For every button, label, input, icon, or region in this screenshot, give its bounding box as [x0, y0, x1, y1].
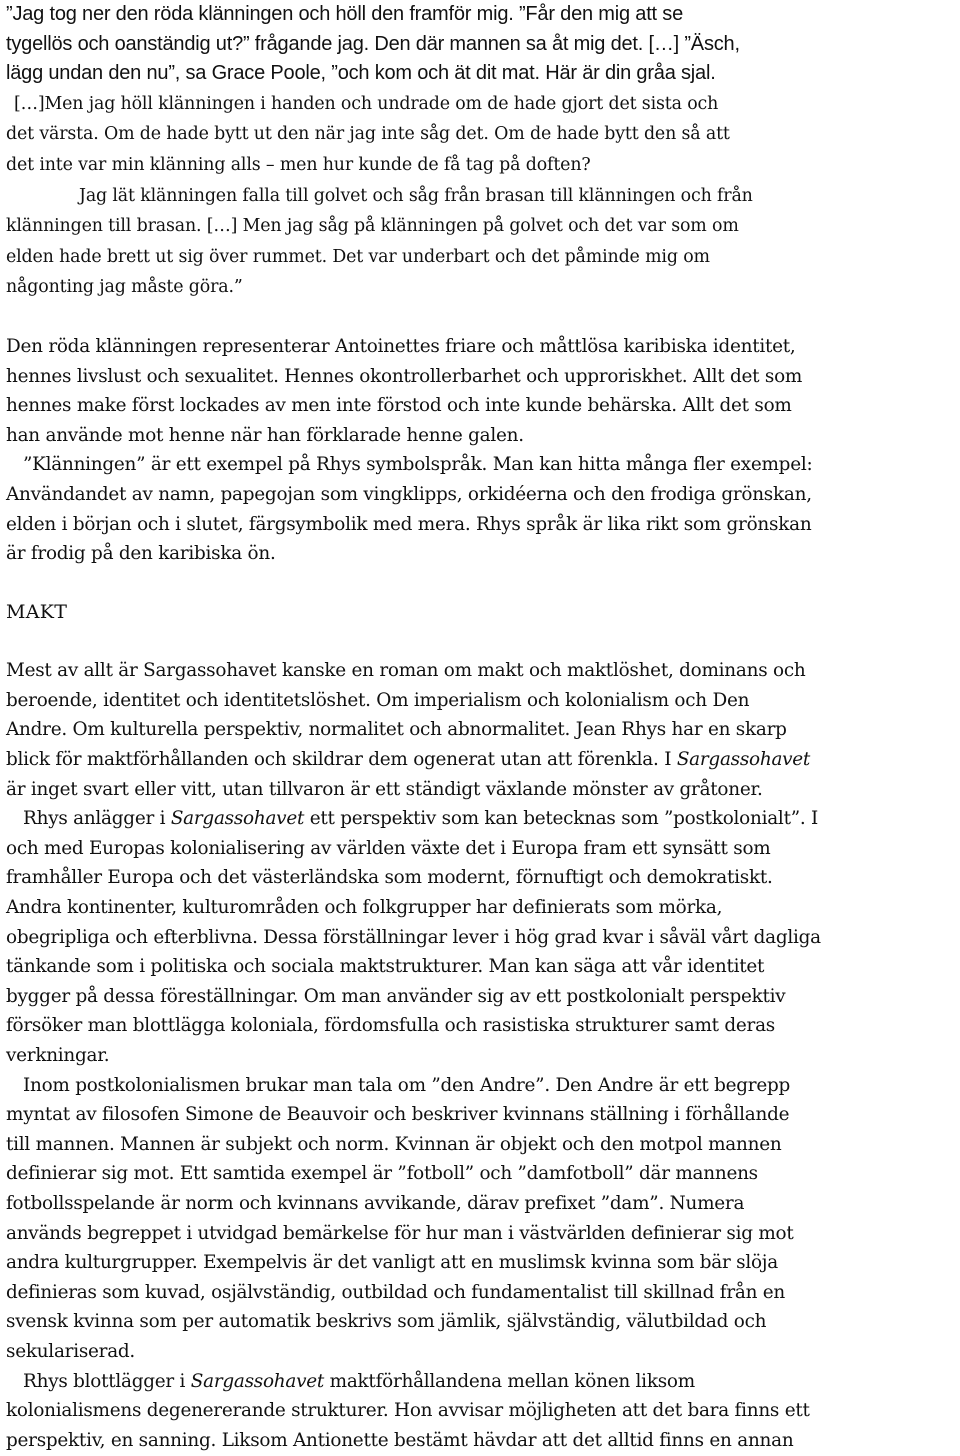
- book-title: Sargassohavet: [676, 749, 811, 771]
- section-heading: MAKT: [6, 600, 68, 623]
- quote-line: [6, 181, 956, 212]
- paragraph-gender-power: [6, 1367, 956, 1456]
- document-page: [6, 0, 956, 1455]
- text-line: bygger på dessa föreställningar. Om man använder sig av ett postkolonialt perspektiv: [6, 985, 786, 1007]
- paragraph-postcolonial: [6, 804, 956, 1070]
- quote-line: [6, 119, 956, 150]
- text-line: Den röda klänningen representerar Antoinettes friare och måttlösa karibiska identitet,: [6, 335, 796, 357]
- text-segment: ett perspektiv som kan betecknas som ”postkolonialt”. I: [304, 808, 819, 830]
- text-line: obegripliga och efterblivna. Dessa förställningar lever i hög grad kvar i såväl vårt dagliga: [6, 926, 821, 948]
- paragraph-symbolism: [6, 450, 956, 568]
- text-line: definieras som kuvad, osjälvständig, outbildad och fundamentalist till skillnad från en: [6, 1281, 786, 1303]
- text-line: Mest av allt är Sargassohavet kanske en roman om makt och maktlöshet, dominans och: [6, 660, 806, 682]
- quote-text: klänningen till brasan. […] Men jag såg på klänningen på golvet och det var som om: [6, 216, 739, 237]
- text-line: han använde mot henne när han förklarade henne galen.: [6, 424, 524, 446]
- text-line: är frodig på den karibiska ön.: [6, 543, 276, 565]
- text-line: till mannen. Mannen är subjekt och norm. Kvinnan är objekt och den motpol mannen: [6, 1133, 782, 1155]
- quote-text: Jag lät klänningen falla till golvet och såg från brasan till klänningen och från: [79, 185, 753, 206]
- book-title: Sargassohavet: [190, 1370, 325, 1392]
- quote-text: någonting jag måste göra.”: [6, 277, 243, 298]
- text-line: används begreppet i utvidgad bemärkelse för hur man i västvärlden definierar sig mot: [6, 1222, 794, 1244]
- quote-line: [6, 30, 956, 60]
- text-line: Användandet av namn, papegojan som vingklipps, orkidéerna och den frodiga grönskan,: [6, 483, 812, 505]
- quote-text: tygellös och oanständig ut?” frågande jag. Den där mannen sa åt mig det. […] ”Äsch,: [6, 32, 740, 55]
- text-segment: Rhys blottlägger i: [23, 1370, 191, 1392]
- text-line: och med Europas kolonialisering av världen växte det i Europa fram ett synsätt som: [6, 837, 771, 859]
- text-line: beroende, identitet och identitetslöshet. Om imperialism och kolonialism och Den: [6, 689, 750, 711]
- quote-line: [6, 150, 956, 181]
- text-line: fotbollsspelande är norm och kvinnans avvikande, därav prefixet ”dam”. Numera: [6, 1192, 745, 1214]
- quote-text: elden hade brett ut sig över rummet. Det var underbart och det påminde mig om: [6, 246, 710, 267]
- quote-line: [6, 242, 956, 273]
- quote-text: lägg undan den nu”, sa Grace Poole, ”och kom och ät dit mat. Här är din gråa sjal.: [6, 62, 716, 85]
- quote-text: ”Jag tog ner den röda klänningen och höll den framför mig. ”Får den mig att se: [6, 3, 683, 25]
- text-line: definierar sig mot. Ett samtida exempel är ”fotboll” och ”damfotboll” där mannens: [6, 1163, 758, 1185]
- text-line: Andre. Om kulturella perspektiv, normalitet och abnormalitet. Jean Rhys har en skarp: [6, 719, 787, 741]
- quote-line: [6, 272, 956, 303]
- text-segment: Rhys anlägger i: [23, 808, 171, 830]
- quote-block: [6, 0, 956, 303]
- quote-text: det värsta. Om de hade bytt ut den när jag inte såg det. Om de hade bytt den så att: [6, 124, 730, 145]
- quote-text: det inte var min klänning alls – men hur kunde de få tag på doften?: [6, 154, 591, 175]
- paragraph-the-other: [6, 1071, 956, 1367]
- book-title: Sargassohavet: [170, 808, 305, 830]
- text-line: ”Klänningen” är ett exempel på Rhys symbolspråk. Man kan hitta många fler exempel:: [23, 454, 813, 476]
- text-line: sekulariserad.: [6, 1340, 136, 1362]
- text-line: hennes make först lockades av men inte förstod och inte kunde behärska. Allt det som: [6, 395, 792, 417]
- text-line: perspektiv, en sanning. Liksom Antionette bestämt hävdar att det alltid finns en annan: [6, 1429, 794, 1451]
- text-segment: maktförhållandena mellan könen liksom: [324, 1370, 695, 1392]
- quote-text: […]Men jag höll klänningen i handen och undrade om de hade gjort det sista och: [14, 93, 719, 114]
- quote-line: [6, 211, 956, 242]
- text-line: [6, 1367, 956, 1397]
- text-line: är inget svart eller vitt, utan tillvaron är ett ständigt växlande mönster av gråtoner.: [6, 778, 763, 800]
- text-line: [6, 745, 956, 775]
- text-line: framhåller Europa och det västerländska som modernt, förnuftigt och demokratiskt.: [6, 867, 773, 889]
- text-line: andra kulturgrupper. Exempelvis är det vanligt att en muslimsk kvinna som bär slöja: [6, 1252, 778, 1274]
- text-line: Andra kontinenter, kulturområden och folkgrupper har definierats som mörka,: [6, 897, 723, 919]
- text-line: elden i början och i slutet, färgsymbolik med mera. Rhys språk är lika rikt som grönskan: [6, 513, 812, 535]
- text-line: försöker man blottlägga koloniala, fördomsfulla och rasistiska strukturer samt deras: [6, 1015, 775, 1037]
- text-line: verkningar.: [6, 1045, 110, 1066]
- paragraph-red-dress: [6, 332, 956, 450]
- quote-line: [6, 0, 956, 30]
- quote-line: [6, 59, 956, 89]
- text-line: tänkande som i politiska och sociala maktstrukturer. Man kan säga att vår identitet: [6, 956, 765, 978]
- text-line: Inom postkolonialismen brukar man tala om ”den Andre”. Den Andre är ett begrepp: [23, 1074, 791, 1096]
- text-line: svensk kvinna som per automatik beskrivs som jämlik, självständig, välutbildad och: [6, 1311, 767, 1333]
- text-line: [6, 804, 956, 834]
- paragraph-gap: [6, 303, 956, 332]
- text-line: hennes livslust och sexualitet. Hennes okontrollerbarhet och upproriskhet. Allt det som: [6, 365, 803, 387]
- paragraph-gap: [6, 569, 956, 598]
- paragraph-gap: [6, 627, 956, 656]
- text-line: kolonialismens degenererande strukturer. Hon avvisar möjligheten att det bara finns ett: [6, 1400, 810, 1422]
- quote-line: [6, 89, 956, 120]
- text-line: myntat av filosofen Simone de Beauvoir och beskriver kvinnans ställning i förhållande: [6, 1104, 790, 1126]
- paragraph-power: [6, 656, 956, 804]
- text-segment: blick för maktförhållanden och skildrar dem ogenerat utan att förenkla. I: [6, 749, 677, 771]
